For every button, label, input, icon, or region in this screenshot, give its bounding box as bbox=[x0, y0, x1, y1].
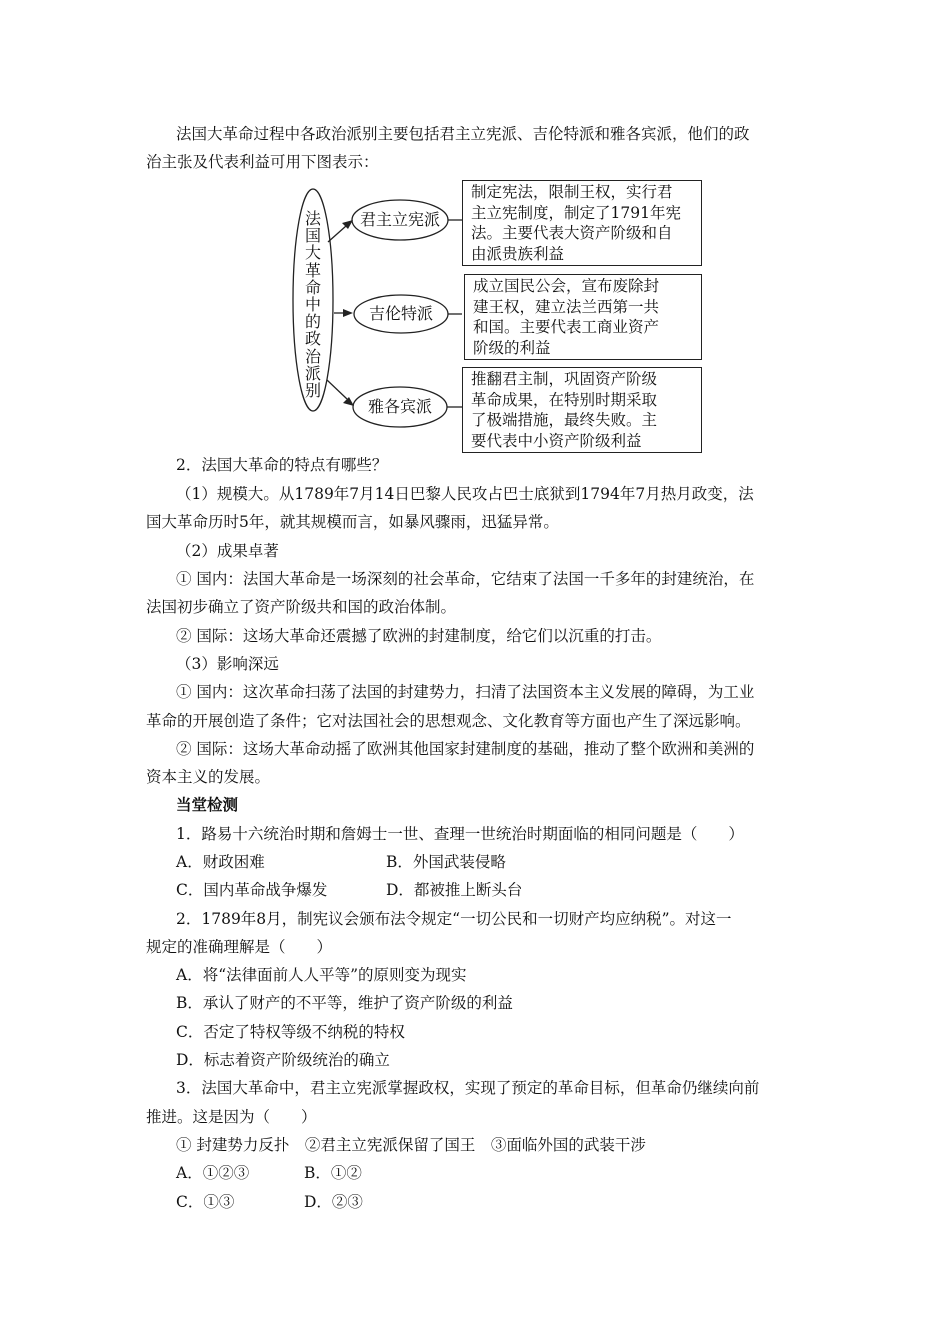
paragraph-line: ① 国内：法国大革命是一场深刻的社会革命，它结束了法国一千多年的封建统治，在 bbox=[176, 570, 755, 588]
faction-desc-jacobins: 推翻君主制，巩固资产阶级 革命成果，在特别时期采取 了极端措施，最终失败。主 要代表中小资产阶级利益 bbox=[462, 367, 702, 453]
option-b: B．承认了财产的不平等，维护了资产阶级的利益 bbox=[176, 994, 513, 1012]
political-factions-diagram bbox=[290, 180, 705, 455]
test-question-2: 2．1789年8月，制宪议会颁布法令规定“一切公民和一切财产均应纳税”。对这一 bbox=[176, 910, 732, 928]
option-b: B．外国武装侵略 bbox=[386, 853, 506, 871]
option-a: A．财政困难 bbox=[176, 853, 265, 871]
option-a: A．将“法律面前人人平等”的原则变为现实 bbox=[176, 966, 467, 984]
test-question-2-cont: 规定的准确理解是（ ） bbox=[146, 938, 333, 956]
faction-label-jacobins: 雅各宾派 bbox=[367, 397, 432, 416]
faction-label-girondins: 吉伦特派 bbox=[368, 304, 433, 323]
paragraph-line: ② 国际：这场大革命动摇了欧洲其他国家封建制度的基础，推动了整个欧洲和美洲的 bbox=[176, 740, 755, 758]
paragraph-line: 法国初步确立了资产阶级共和国的政治体制。 bbox=[146, 598, 457, 616]
option-d: D．标志着资产阶级统治的确立 bbox=[176, 1051, 390, 1069]
test-question-3: 3．法国大革命中，君主立宪派掌握政权，实现了预定的革命目标，但革命仍继续向前 bbox=[176, 1079, 760, 1097]
intro-line-1: 法国大革命过程中各政治派别主要包括君主立宪派、吉伦特派和雅各宾派，他们的政 bbox=[176, 125, 750, 143]
faction-label-constitutional-monarchists: 君主立宪派 bbox=[359, 210, 440, 229]
subheading: （2）成果卓著 bbox=[176, 542, 279, 560]
faction-desc-constitutional-monarchists: 制定宪法，限制王权，实行君 主立宪制度，制定了1791年宪 法。主要代表大资产阶级和自 由派贵族利益 bbox=[462, 180, 702, 266]
option-a: A．①②③ bbox=[176, 1164, 250, 1182]
paragraph-line: 革命的开展创造了条件；它对法国社会的思想观念、文化教育等方面也产生了深远影响。 bbox=[146, 712, 751, 730]
diagram-center-label: 法 国 大 革 命 中 的 政 治 派 别 bbox=[304, 209, 321, 401]
option-c: C．国内革命战争爆发 bbox=[176, 881, 328, 899]
section-heading: 当堂检测 bbox=[176, 796, 239, 814]
option-b: B．①② bbox=[304, 1164, 362, 1182]
paragraph-line: 资本主义的发展。 bbox=[146, 768, 271, 786]
faction-desc-girondins: 成立国民公会，宣布废除封 建王权，建立法兰西第一共 和国。主要代表工商业资产 阶级的利益 bbox=[464, 274, 702, 360]
option-d: D．②③ bbox=[304, 1193, 363, 1211]
question-items: ① 封建势力反扑 ②君主立宪派保留了国王 ③面临外国的武装干涉 bbox=[176, 1136, 646, 1154]
subheading: （3）影响深远 bbox=[176, 655, 279, 673]
option-c: C．①③ bbox=[176, 1193, 235, 1211]
paragraph-line: （1）规模大。从1789年7月14日巴黎人民攻占巴士底狱到1794年7月热月政变，法 bbox=[176, 485, 754, 503]
paragraph-line: 国大革命历时5年，就其规模而言，如暴风骤雨，迅猛异常。 bbox=[146, 513, 559, 531]
option-d: D．都被推上断头台 bbox=[386, 881, 523, 899]
test-question-3-cont: 推进。这是因为（ ） bbox=[146, 1108, 317, 1126]
test-question-1: 1．路易十六统治时期和詹姆士一世、查理一世统治时期面临的相同问题是（ ） bbox=[176, 825, 744, 843]
intro-line-2: 治主张及代表利益可用下图表示： bbox=[146, 153, 379, 171]
option-c: C．否定了特权等级不纳税的特权 bbox=[176, 1023, 405, 1041]
paragraph-line: ① 国内：这次革命扫荡了法国的封建势力，扫清了法国资本主义发展的障碍，为工业 bbox=[176, 683, 755, 701]
paragraph-line: ② 国际：这场大革命还震撼了欧洲的封建制度，给它们以沉重的打击。 bbox=[176, 627, 662, 645]
question-heading: 2．法国大革命的特点有哪些？ bbox=[176, 456, 388, 474]
